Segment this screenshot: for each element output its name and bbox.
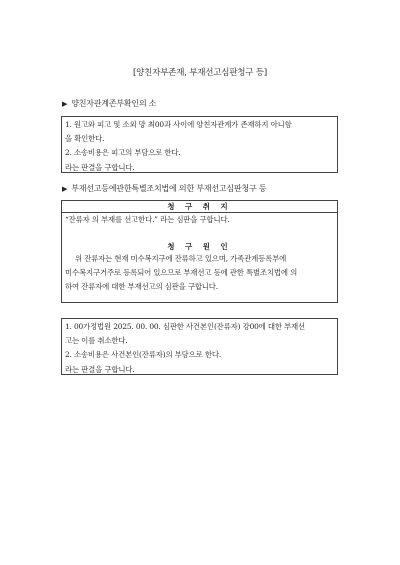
section3-box bbox=[61, 318, 338, 375]
section1-line: 을 확인한다. bbox=[65, 134, 105, 144]
claim-heading: 청 구 취 지 bbox=[62, 201, 337, 213]
section1-line: 2. 소송비용은 피고의 부담으로 한다. bbox=[65, 148, 181, 158]
section3-line: 고는 이를 취소한다. bbox=[65, 336, 128, 346]
section3-line: 2. 소송비용은 사건본인(잔류자)의 부담으로 한다. bbox=[65, 350, 222, 360]
reason-line: 위 잔류자는 현재 미수복지구에 잔류하고 있으며, 가족관계등록부에 bbox=[75, 254, 287, 263]
section1-box bbox=[61, 116, 338, 173]
section2-heading bbox=[62, 183, 266, 194]
section3-line: 1. 00가정법원 2025. 00. 00. 심판한 사건본인(잔류자) 강00에 대한 부재선 bbox=[65, 322, 306, 331]
reason-line: 미수복지구거주로 등록되어 있으므로 부재선고 등에 관한 특별조치법에 의 bbox=[65, 268, 298, 277]
section1-heading bbox=[62, 98, 156, 109]
spacer bbox=[62, 227, 337, 241]
reason-body bbox=[62, 252, 337, 294]
reason-line: 하여 잔류자에 대한 부재선고의 심판을 구합니다. bbox=[65, 282, 218, 291]
section3-line: 라는 판결을 구합니다. bbox=[65, 364, 135, 374]
section2-heading-text: 부재선고등에관한특별조치법에 의한 부재선고심판청구 등 bbox=[71, 184, 267, 193]
section1-line: 라는 판결을 구합니다. bbox=[65, 162, 135, 172]
section2-box bbox=[61, 200, 338, 303]
reason-heading: 청 구 원 인 bbox=[167, 242, 232, 251]
arrow-icon: ▶ bbox=[62, 185, 68, 193]
arrow-icon: ▶ bbox=[62, 100, 68, 108]
claim-text: “잔류자 의 부재를 선고한다.” 라는 심판을 구합니다. bbox=[65, 215, 230, 224]
section1-heading-text: 양친자관계존부확인의 소 bbox=[71, 99, 157, 108]
document-title: [양친자부존재, 부재선고심판청구 등] bbox=[133, 68, 267, 78]
section1-line: 1. 원고와 피고 및 소외 망 최00과 사이에 양친자관계가 존재하지 아니함 bbox=[65, 120, 292, 129]
